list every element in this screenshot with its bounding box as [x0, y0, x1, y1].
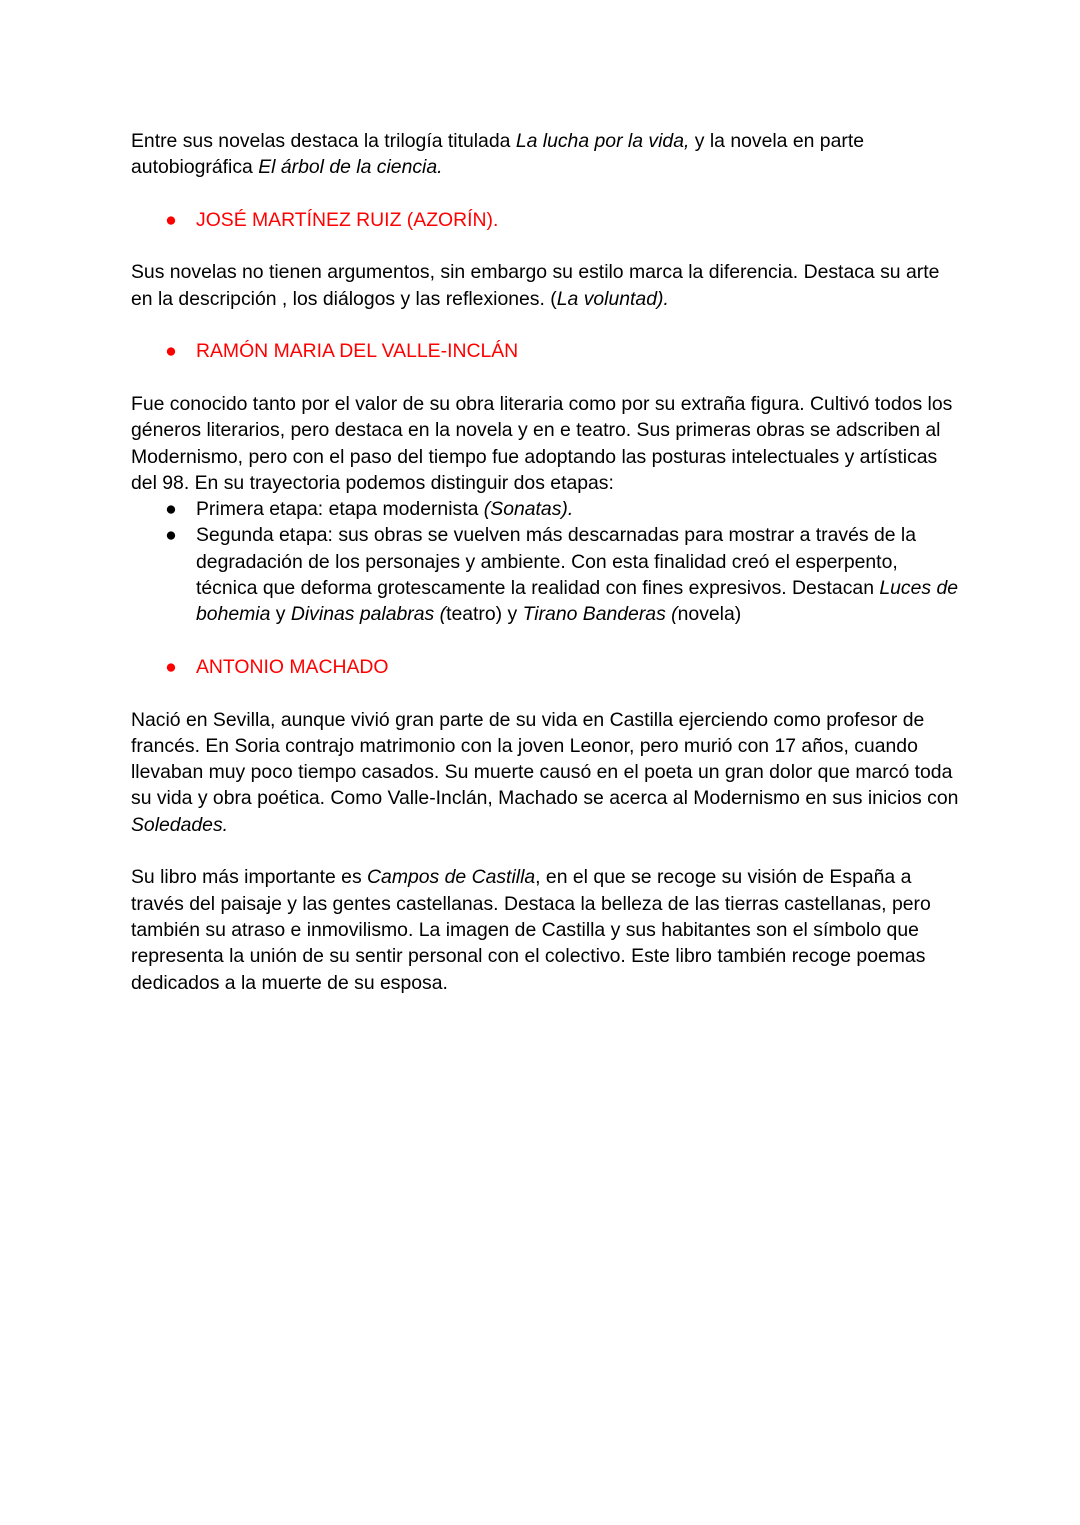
machado-text-1: Nació en Sevilla, aunque vivió gran parte de su vida en Castilla ejerciendo como profesor de francés. En Soria contrajo matrimonio con la joven Leonor, pero murió con 17 años, cuando llevaban muy poco tiempo casados. Su muerte causó en el poeta un gran dolor que marcó toda su vida y obra poética. Como Valle-Inclán, Machado se acerca al Modernismo en sus inicios con: [131, 708, 959, 810]
bullet-icon: ●: [165, 524, 177, 547]
heading-valle-inclan-label: RAMÓN MARIA DEL VALLE-INCLÁN: [196, 340, 519, 363]
spacer: [131, 312, 961, 338]
spacer: [131, 233, 961, 259]
bullet-icon: ●: [165, 208, 177, 231]
work-el-arbol-de-la-ciencia: El árbol de la ciencia.: [258, 156, 443, 179]
document-page: [131, 128, 961, 996]
baroja-paragraph: [131, 128, 961, 181]
baroja-text-2: y la novela en parte autobiográfica: [131, 130, 865, 179]
bullet-icon: ●: [165, 340, 177, 363]
work-soledades: Soledades.: [131, 813, 229, 836]
baroja-text-1: Entre sus novelas destaca la trilogía titulada: [131, 130, 516, 152]
stage-2-text-1: Segunda etapa: sus obras se vuelven más descarnadas para mostrar a través de la degradación de los personajes y ambiente. Con esta finalidad creó el esperpento, técnica que deforma grotescamente la realidad con fines expresivos. Destacan: [196, 524, 917, 600]
list-item-stage-1: [131, 496, 961, 522]
work-sonatas: (Sonatas).: [483, 498, 574, 521]
valle-stages-list: [131, 496, 961, 627]
machado-text-2: Su libro más importante es: [131, 866, 368, 889]
heading-azorin: [131, 207, 961, 233]
spacer: [131, 628, 961, 654]
machado-paragraph-1: [131, 707, 961, 838]
work-la-voluntad: La voluntad).: [556, 287, 669, 310]
valle-intro-paragraph: Fue conocido tanto por el valor de su obra literaria como por su extraña figura. Cultivó todos los géneros literarios, pero destaca en la novela y en e teatro. Sus primeras obras se adscriben al Modernismo, pero con el paso del tiempo fue adoptando las posturas intelectuales y artísticas del 98. En su trayectoria podemos distinguir dos etapas:: [131, 392, 953, 494]
work-la-lucha-por-la-vida: La lucha por la vida,: [515, 130, 690, 152]
bullet-icon: ●: [165, 498, 177, 521]
heading-azorin-label: JOSÉ MARTÍNEZ RUIZ (AZORÍN).: [196, 208, 499, 231]
work-tirano-banderas: Tirano Banderas (: [522, 603, 678, 626]
stage-2-text-3: teatro) y: [446, 603, 523, 626]
stage-2-text-4: novela): [677, 603, 742, 626]
work-divinas-palabras: Divinas palabras (: [290, 603, 447, 626]
machado-paragraph-2: [131, 864, 961, 995]
machado-text-3: , en el que se recoge su visión de España a través del paisaje y las gentes castellanas. Destaca la belleza de las tierras castellanas, pero también su atraso e inmovilismo. La imagen de Castilla y sus habitantes son el símbolo que representa la unión de su sentir personal con el colectivo. Este libro también recoge poemas dedicados a la muerte de su esposa.: [131, 866, 931, 994]
heading-machado: [131, 654, 961, 680]
heading-machado-label: ANTONIO MACHADO: [196, 655, 389, 678]
heading-valle-inclan: [131, 338, 961, 364]
azorin-text-1: Sus novelas no tienen argumentos, sin embargo su estilo marca la diferencia. Destaca su arte en la descripción , los diálogos y las reflexiones. (: [131, 261, 940, 310]
work-campos-de-castilla: Campos de Castilla: [367, 866, 536, 889]
work-luces-de-bohemia: Luces de bohemia: [196, 577, 959, 626]
azorin-paragraph: [131, 259, 961, 312]
bullet-icon: ●: [165, 655, 177, 678]
stage-2-text-2: y: [270, 603, 291, 626]
spacer: [131, 680, 961, 706]
spacer: [131, 181, 961, 207]
list-item-stage-2: [131, 522, 961, 627]
spacer: [131, 365, 961, 391]
stage-1-text: Primera etapa: etapa modernista: [196, 498, 484, 521]
spacer: [131, 838, 961, 864]
